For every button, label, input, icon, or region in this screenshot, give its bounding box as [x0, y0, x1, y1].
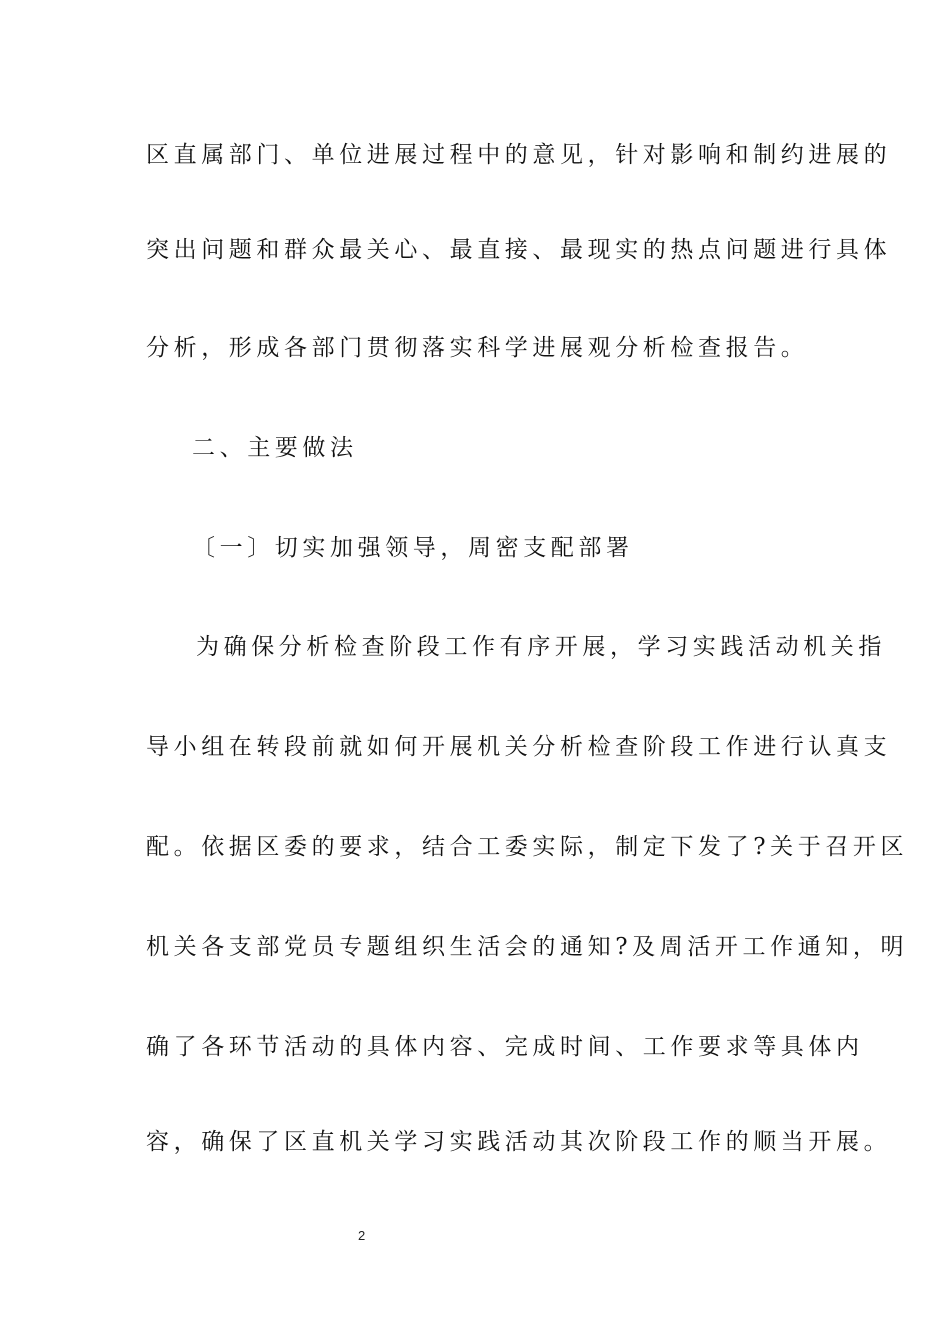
- page-number: 2: [358, 1228, 366, 1243]
- paragraph-line: 分析，形成各部门贯彻落实科学进展观分析检查报告。: [146, 335, 809, 361]
- section-heading: 二、主要做法: [192, 435, 358, 461]
- paragraph-line: 容，确保了区直机关学习实践活动其次阶段工作的顺当开展。: [146, 1129, 892, 1155]
- paragraph-line: 配。依据区委的要求，结合工委实际，制定下发了?关于召开区: [146, 834, 909, 860]
- paragraph-line: 机关各支部党员专题组织生活会的通知?及周活开工作通知，明: [146, 934, 909, 960]
- paragraph-line: 突出问题和群众最关心、最直接、最现实的热点问题进行具体: [146, 237, 892, 263]
- paragraph-line: 为确保分析检查阶段工作有序开展，学习实践活动机关指: [196, 634, 886, 660]
- paragraph-line: 导小组在转段前就如何开展机关分析检查阶段工作进行认真支: [146, 734, 892, 760]
- subsection-heading: 〔一〕切实加强领导，周密支配部署: [192, 535, 634, 561]
- paragraph-line: 确了各环节活动的具体内容、完成时间、工作要求等具体内: [146, 1034, 864, 1060]
- paragraph-line: 区直属部门、单位进展过程中的意见，针对影响和制约进展的: [146, 142, 892, 168]
